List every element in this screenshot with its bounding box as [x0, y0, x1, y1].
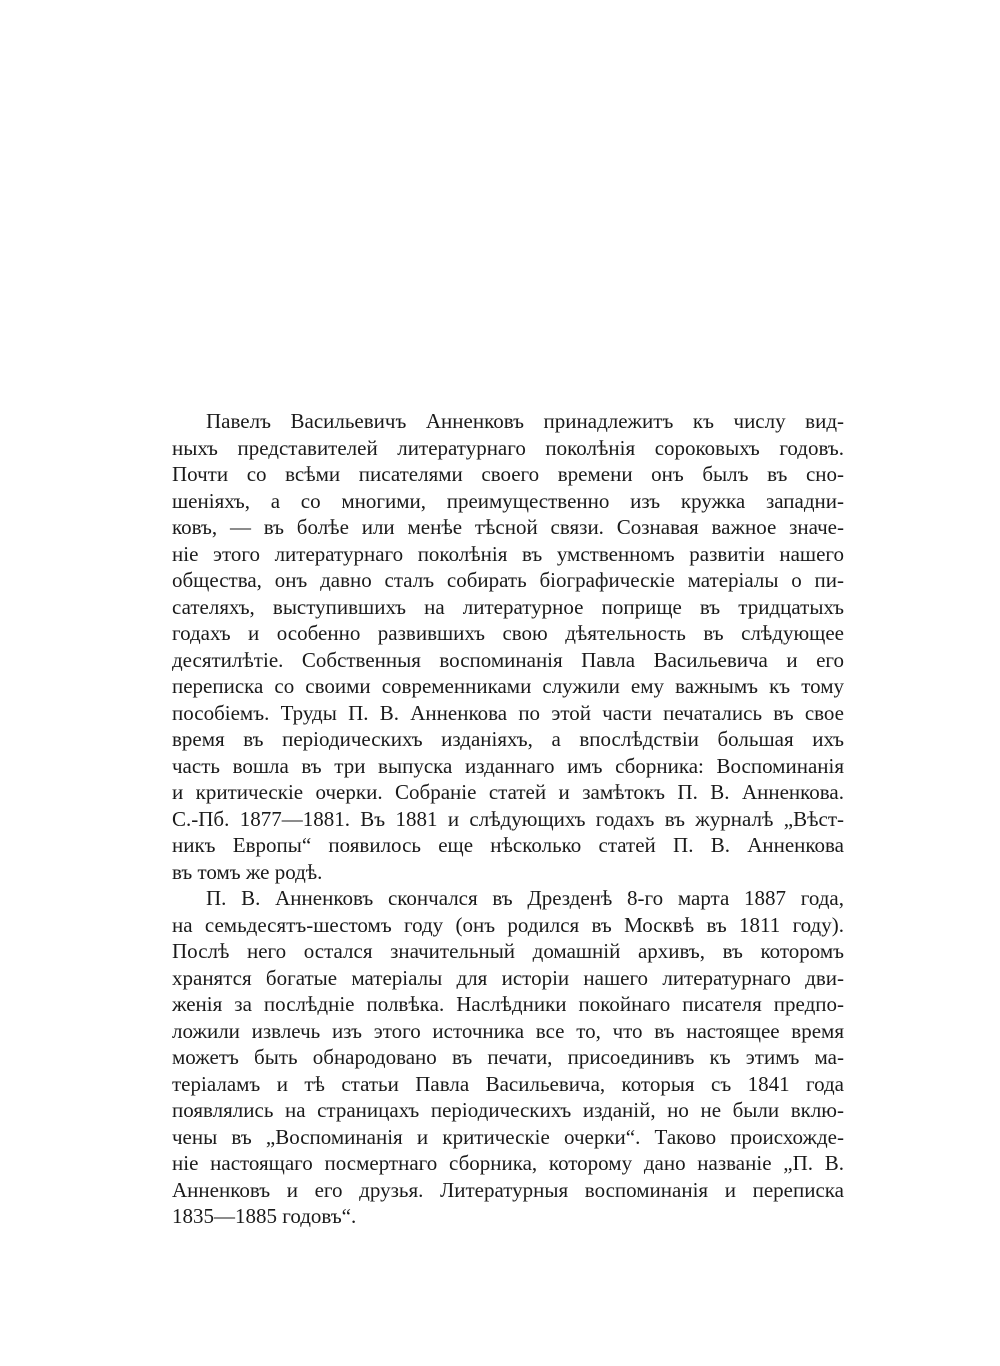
- paragraph-2: [172, 885, 844, 1230]
- text-line: въ томъ же родѣ.: [172, 859, 323, 884]
- text-line: переписка со своими современниками служили ему важнымъ къ тому: [172, 674, 844, 698]
- preface-text: [172, 408, 844, 1230]
- text-line: чены въ „Воспоминанія и критическіе очерки“. Таково происхожде-: [172, 1124, 844, 1149]
- text-line: и критическіе очерки. Собраніе статей и замѣтокъ П. В. Анненкова.: [172, 780, 844, 804]
- text-line: никъ Европы“ появилось еще нѣсколько статей П. В. Анненкова: [172, 833, 844, 857]
- text-line: хранятся богатые матеріалы для исторіи нашего литературнаго дви-: [172, 965, 844, 990]
- text-line: шеніяхъ, а со многими, преимущественно изъ кружка западни-: [172, 488, 844, 513]
- text-line: Павелъ Васильевичъ Анненковъ принадлежитъ къ числу вид-: [206, 409, 844, 433]
- text-line: Почти со всѣми писателями своего времени онъ былъ въ сно-: [172, 462, 844, 486]
- text-line: П. В. Анненковъ скончался въ Дрезденѣ 8-го марта 1887 года,: [206, 886, 844, 910]
- text-line: С.-Пб. 1877—1881. Въ 1881 и слѣдующихъ годахъ въ журналѣ „Вѣст-: [172, 806, 844, 831]
- paragraph-1: [172, 408, 844, 885]
- text-line: общества, онъ давно сталъ собирать біографическіе матеріалы о пи-: [172, 568, 844, 592]
- text-line: Послѣ него остался значительный домашній архивъ, въ которомъ: [172, 939, 844, 963]
- text-line: десятилѣтіе. Собственныя воспоминанія Павла Васильевича и его: [172, 647, 844, 672]
- text-line: ніе настоящаго посмертнаго сборника, которому дано названіе „П. В.: [172, 1151, 844, 1175]
- text-line: на семьдесятъ-шестомъ году (онъ родился въ Москвѣ въ 1811 году).: [172, 912, 844, 937]
- text-line: время въ періодическихъ изданіяхъ, а впослѣдствіи большая ихъ: [172, 727, 844, 751]
- text-line: 1835—1885 годовъ“.: [172, 1204, 357, 1228]
- text-line: ложили извлечь изъ этого источника все то, что въ настоящее время: [172, 1018, 844, 1043]
- text-line: можетъ быть обнародовано въ печати, присоединивъ къ этимъ ма-: [172, 1045, 844, 1069]
- text-line: пособіемъ. Труды П. В. Анненкова по этой части печатались въ свое: [172, 700, 844, 725]
- text-line: ныхъ представителей литературнаго поколѣнія сороковыхъ годовъ.: [172, 435, 844, 460]
- text-line: ніе этого литературнаго поколѣнія въ умственномъ развитіи нашего: [172, 541, 844, 566]
- text-line: появлялись на страницахъ періодическихъ изданій, но не были вклю-: [172, 1098, 844, 1122]
- text-line: теріаламъ и тѣ статьи Павла Васильевича, которыя съ 1841 года: [172, 1071, 844, 1096]
- text-line: сателяхъ, выступившихъ на литературное поприще въ тридцатыхъ: [172, 594, 844, 619]
- text-line: Анненковъ и его друзья. Литературныя воспоминанія и переписка: [172, 1177, 844, 1202]
- text-line: часть вошла въ три выпуска изданнаго имъ сборника: Воспоминанія: [172, 753, 844, 778]
- text-line: женія за послѣдніе полвѣка. Наслѣдники покойнаго писателя предпо-: [172, 992, 844, 1016]
- text-line: годахъ и особенно развившихъ свою дѣятельность въ слѣдующее: [172, 621, 844, 645]
- text-line: ковъ, — въ болѣе или менѣе тѣсной связи. Сознавая важное значе-: [172, 515, 844, 539]
